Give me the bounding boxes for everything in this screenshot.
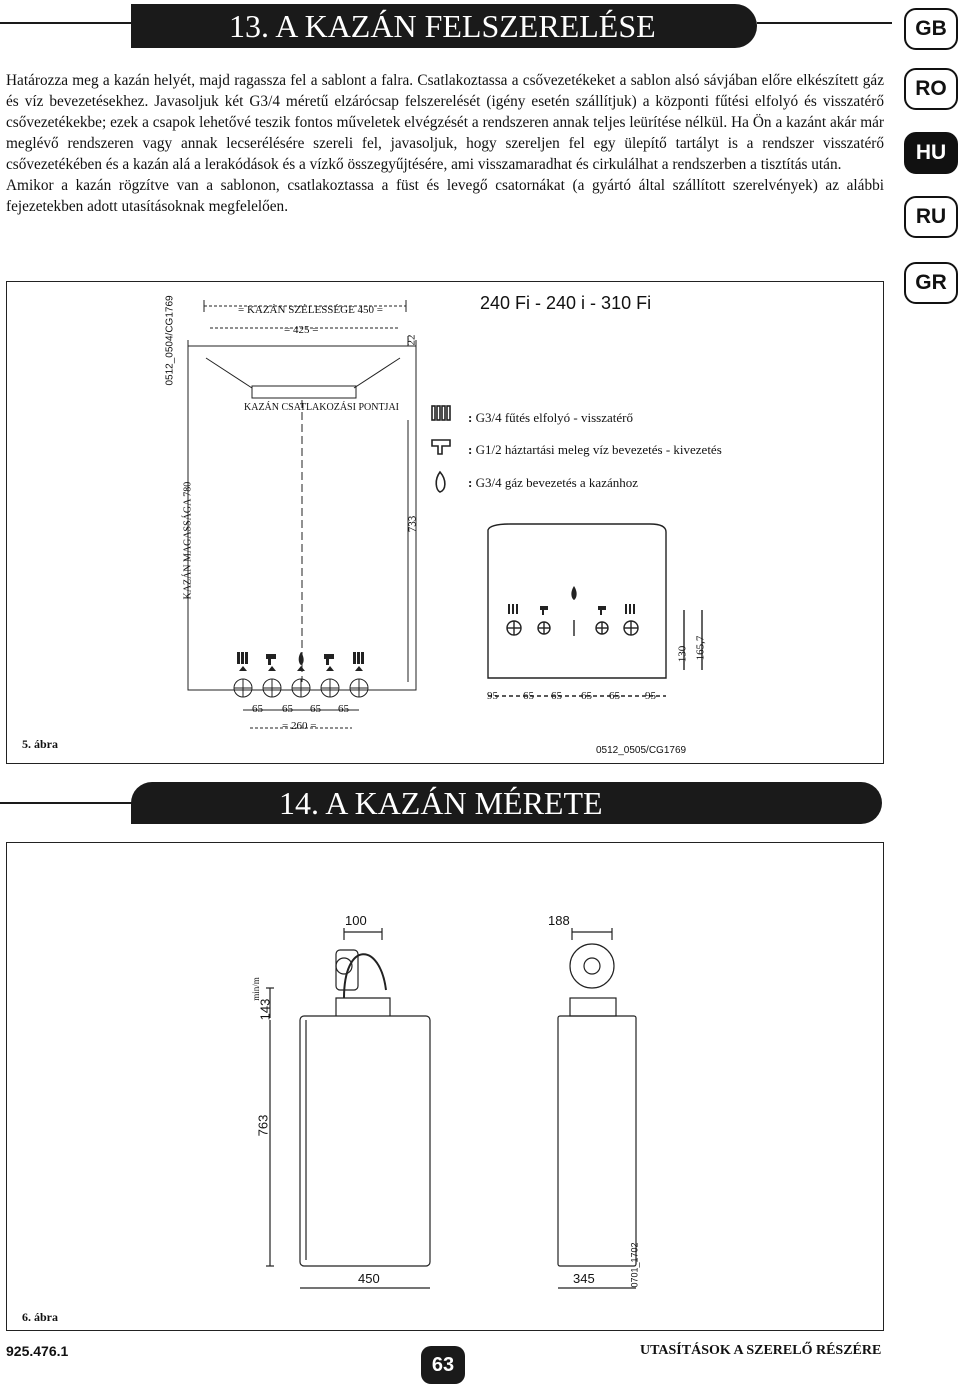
lang-tab-ru[interactable]: RU [904,196,958,238]
dimension-22: 22 [405,334,418,346]
figure-code-right: 0512_0505/CG1769 [596,745,687,756]
figure-6-code: 0701_1702 [629,1242,640,1288]
section-13-title: 13. A KAZÁN FELSZERELÉSE [131,4,757,48]
bottom-dim: 65 [282,703,293,715]
legend-item-heating: : G3/4 fűtés elfolyó - visszatérő [468,410,633,425]
document-number: 925.476.1 [6,1343,69,1359]
section-14-title: 14. A KAZÁN MÉRETE [131,782,882,824]
dimension-450: 450 [358,1271,380,1286]
bottom-dim: 65 [252,703,263,715]
lang-tab-gr[interactable]: GR [904,262,958,304]
dimension-130: 130 [676,645,689,663]
bottom-dim: 65 [338,703,349,715]
footer-title: UTASÍTÁSOK A SZERELŐ RÉSZÉRE [640,1343,882,1358]
dimension-165: 165,7 [694,635,707,661]
legend-item-hot-water: : G1/2 háztartási meleg víz bevezetés - kivezetés [468,442,722,457]
inner-width-dimension: = 425 = [284,324,319,336]
dimension-345: 345 [573,1271,595,1286]
bottom-dim: 65 [310,703,321,715]
legend-item-gas: : G3/4 gáz bevezetés a kazánhoz [468,475,639,490]
lang-tab-ro[interactable]: RO [904,68,958,110]
connection-points-label: KAZÁN CSATLAKOZÁSI PONTJAI [244,402,399,413]
paragraph-2: Amikor a kazán rögzítve van a sablonon, csatlakoztassa a füst és levegő csatornákat (a gyártó által szállított szerelvények) az alábbi fejezetekben adott utasításoknak megfelelően. [6,177,884,215]
flame-icon [436,472,445,492]
min-label: min/m [250,977,261,1001]
dimension-188: 188 [548,913,570,928]
width-dimension: = KAZÁN SZÉLESSÉGE 450 = [238,304,384,316]
dimension-100: 100 [345,913,367,928]
lang-tab-gb[interactable]: GB [904,8,958,50]
bottom-view-drawing [470,520,720,730]
template-drawing [160,290,460,730]
dimension-143: 143 [257,998,273,1021]
intro-text [6,70,884,217]
header-rule [757,22,892,24]
boiler-dimension-drawing [240,880,660,1300]
figure-5-caption: 5. ábra [22,737,58,751]
legend-icons [428,404,458,504]
lang-tab-hu[interactable]: HU [904,132,958,174]
detail-dim: 65 [523,690,534,702]
dimension-763: 763 [255,1114,271,1137]
header-rule [0,22,140,24]
detail-dim: 95 [487,690,498,702]
bottom-total-dimension: = 260 = [282,720,317,732]
header-rule [0,802,140,804]
figure-code-left: 0512_0504/CG1769 [164,295,176,386]
dimension-733: 733 [406,515,419,533]
height-dimension: KAZÁN MAGASSÁGA 780 [182,481,194,600]
page-number-badge [421,1346,465,1384]
page-number: 63 [431,1354,455,1376]
detail-dim: 95 [645,690,656,702]
detail-dim: 65 [609,690,620,702]
detail-dim: 65 [551,690,562,702]
detail-dim: 65 [581,690,592,702]
figure-6-caption: 6. ábra [22,1310,58,1324]
paragraph-1: Határozza meg a kazán helyét, majd ragassza fel a sablont a falra. Csatlakoztassa a csővezetékeket a sablon alsó sávjában előre elkészített gáz és víz bevezetésekhez. Javasoljuk két G3/4 méretű elzárócsap felszerelését (igény esetén szállítjuk) a központi fűtési elfolyó és visszatérő csővezetékekbe; ezek a csapok lehetővé teszik fontos műveletek elvégzését a rendszeren annak teljes leürítése nélkül. Ha Ön a kazánt akár már meglévő rendszeren vagy annak lecserélésére szereli fel, javasoljuk, hogy szereljen fel egy ülepítő tartályt is a rendszer visszatérő csővezetékében és a kazán alá a lerakódások és a vízkő összegyűjtésére, ami visszamaradhat és cirkulálhat a rendszerben a tisztítás után. [6,72,884,173]
model-title: 240 Fi - 240 i - 310 Fi [480,293,652,313]
